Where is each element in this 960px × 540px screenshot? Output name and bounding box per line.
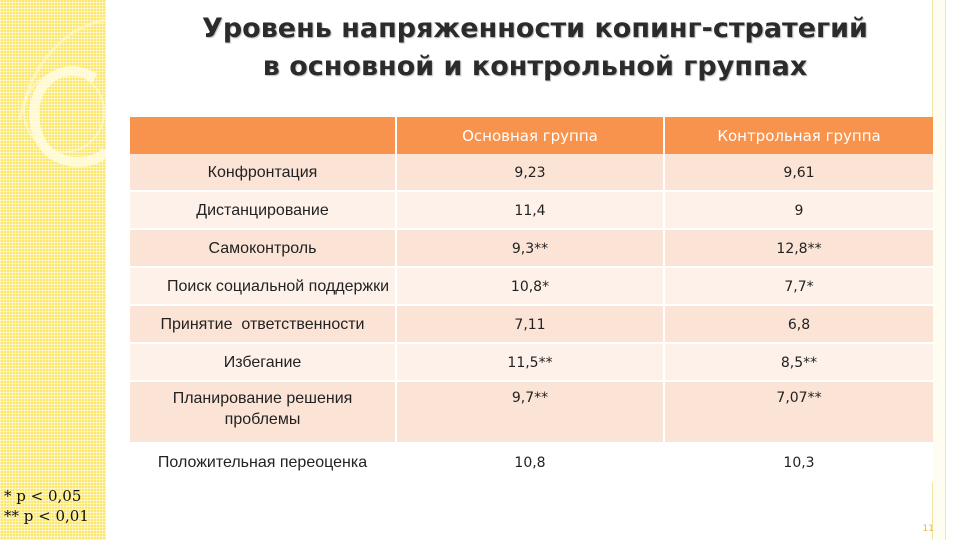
- header-main-group: Основная группа: [397, 117, 665, 154]
- control-value: 7,07**: [665, 382, 933, 444]
- title-line-2: в основной и контрольной группах: [262, 51, 808, 82]
- page-number: 11: [922, 524, 934, 534]
- row-label: Избегание: [130, 344, 397, 382]
- control-value: 9: [665, 192, 933, 230]
- table-header-row: [130, 117, 933, 154]
- control-value: 9,61: [665, 154, 933, 192]
- main-value: 9,7**: [397, 382, 665, 444]
- control-value: 6,8: [665, 306, 933, 344]
- right-frame-decoration: [932, 0, 946, 540]
- footnote-p001: ** p < 0,01: [4, 507, 89, 525]
- coping-strategies-table: [130, 117, 933, 482]
- row-label: Поиск социальной поддержки: [130, 268, 397, 306]
- row-label: Принятие ответственности: [130, 306, 397, 344]
- row-label: Положительная переоценка: [130, 444, 397, 482]
- footnotes: [4, 486, 89, 526]
- table-row: [130, 306, 933, 344]
- main-value: 10,8: [397, 444, 665, 482]
- main-value: 11,5**: [397, 344, 665, 382]
- table-row: [130, 154, 933, 192]
- main-value: 10,8*: [397, 268, 665, 306]
- row-label: Планирование решения проблемы: [130, 382, 397, 444]
- title-line-1: Уровень напряженности копинг-стратегий: [202, 13, 868, 44]
- control-value: 10,3: [665, 444, 933, 482]
- swirl-decoration: [0, 0, 106, 540]
- main-value: 9,23: [397, 154, 665, 192]
- table-row: [130, 344, 933, 382]
- row-label: Дистанцирование: [130, 192, 397, 230]
- slide-title: [140, 10, 930, 86]
- header-corner-cell: [130, 117, 397, 154]
- main-value: 11,4: [397, 192, 665, 230]
- table-row: [130, 230, 933, 268]
- control-value: 12,8**: [665, 230, 933, 268]
- main-value: 9,3**: [397, 230, 665, 268]
- control-value: 8,5**: [665, 344, 933, 382]
- header-control-group: Контрольная группа: [665, 117, 933, 154]
- table-row: [130, 192, 933, 230]
- control-value: 7,7*: [665, 268, 933, 306]
- table-row: [130, 268, 933, 306]
- main-value: 7,11: [397, 306, 665, 344]
- footnote-p005: * p < 0,05: [4, 487, 82, 505]
- row-label: Самоконтроль: [130, 230, 397, 268]
- decorative-side-strip: [0, 0, 106, 540]
- table-row: [130, 444, 933, 482]
- table-row: [130, 382, 933, 444]
- row-label: Конфронтация: [130, 154, 397, 192]
